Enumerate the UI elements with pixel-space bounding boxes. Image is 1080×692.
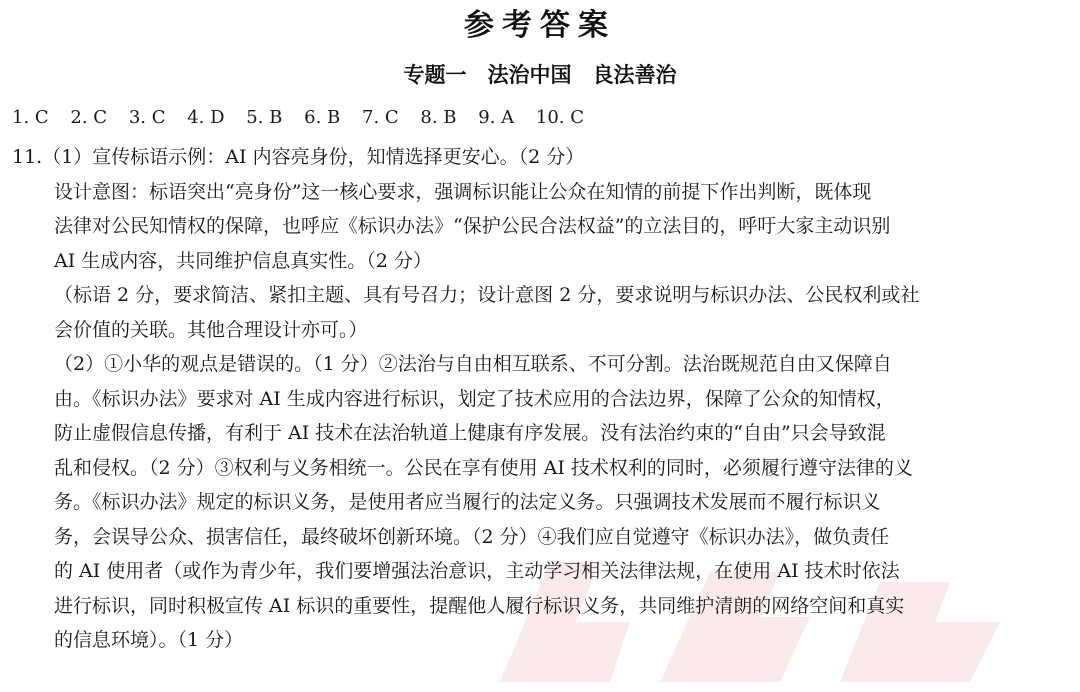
answer-text-line: 乱和侵权。（2 分）③权利与义务相统一。公民在享有使用 AI 技术权利的同时，必须履行遵守法律的义 bbox=[54, 456, 913, 479]
answer-text-line: 11.（1）宣传标语示例：AI 内容亮身份，知情选择更安心。（2 分） bbox=[12, 146, 585, 168]
answer-text-line: 法律对公民知情权的保障，也呼应《标识办法》“保护公民合法权益”的立法目的，呼吁大家主动识别 bbox=[54, 215, 891, 237]
choice-answer-row bbox=[12, 104, 600, 132]
answer-item: 9. A bbox=[478, 107, 515, 128]
answer-text-line: 务，会误导公众、损害信任，最终破坏创新环境。（2 分）④我们应自觉遵守《标识办法》，做负责任 bbox=[54, 525, 890, 548]
answer-item: 1. C bbox=[12, 107, 49, 128]
question-11-answer bbox=[12, 140, 1062, 658]
answer-text-line: AI 生成内容，共同维护信息真实性。（2 分） bbox=[54, 249, 432, 272]
section-subtitle: 专题一 法治中国 良法善治 bbox=[403, 63, 677, 87]
answer-text-line: 由。《标识办法》要求对 AI 生成内容进行标识，划定了技术应用的合法边界，保障了公众的知情权， bbox=[54, 387, 895, 410]
answer-text-line: 会价值的关联。其他合理设计亦可。） bbox=[54, 318, 368, 341]
answer-text-line: （2）①小华的观点是错误的。（1 分）②法治与自由相互联系、不可分割。法治既规范自由又保障自 bbox=[54, 353, 892, 375]
answer-item: 6. B bbox=[304, 107, 341, 128]
answer-item: 3. C bbox=[128, 107, 166, 128]
answer-item: 7. C bbox=[362, 107, 399, 128]
answer-item: 4. D bbox=[187, 107, 225, 128]
page-title: 参考答案 bbox=[464, 8, 616, 43]
answer-item: 5. B bbox=[246, 107, 283, 128]
answer-item: 2. C bbox=[70, 107, 108, 128]
answer-text-line: 防止虚假信息传播，有利于 AI 技术在法治轨道上健康有序发展。没有法治约束的“自由”只会导致混 bbox=[54, 422, 886, 444]
answer-item: 10. C bbox=[535, 107, 585, 128]
answer-text-line: 设计意图：标语突出“亮身份”这一核心要求，强调标识能让公众在知情的前提下作出判断，既体现 bbox=[54, 180, 872, 203]
answer-text-line: 的 AI 使用者（或作为青少年，我们要增强法治意识，主动学习相关法律法规，在使用 AI 技术时依法 bbox=[54, 560, 900, 582]
answer-text-line: （标语 2 分，要求简洁、紧扣主题、具有号召力；设计意图 2 分，要求说明与标识办法、公民权利或社 bbox=[54, 284, 920, 306]
answer-text-line: 进行标识，同时积极宣传 AI 标识的重要性，提醒他人履行标识义务，共同维护清朗的网络空间和真实 bbox=[54, 594, 905, 617]
answer-text-line: 务。《标识办法》规定的标识义务，是使用者应当履行的法定义务。只强调技术发展而不履行标识义 bbox=[54, 491, 881, 513]
answer-item: 8. B bbox=[420, 107, 457, 128]
answer-text-line: 的信息环境）。（1 分） bbox=[54, 629, 244, 651]
